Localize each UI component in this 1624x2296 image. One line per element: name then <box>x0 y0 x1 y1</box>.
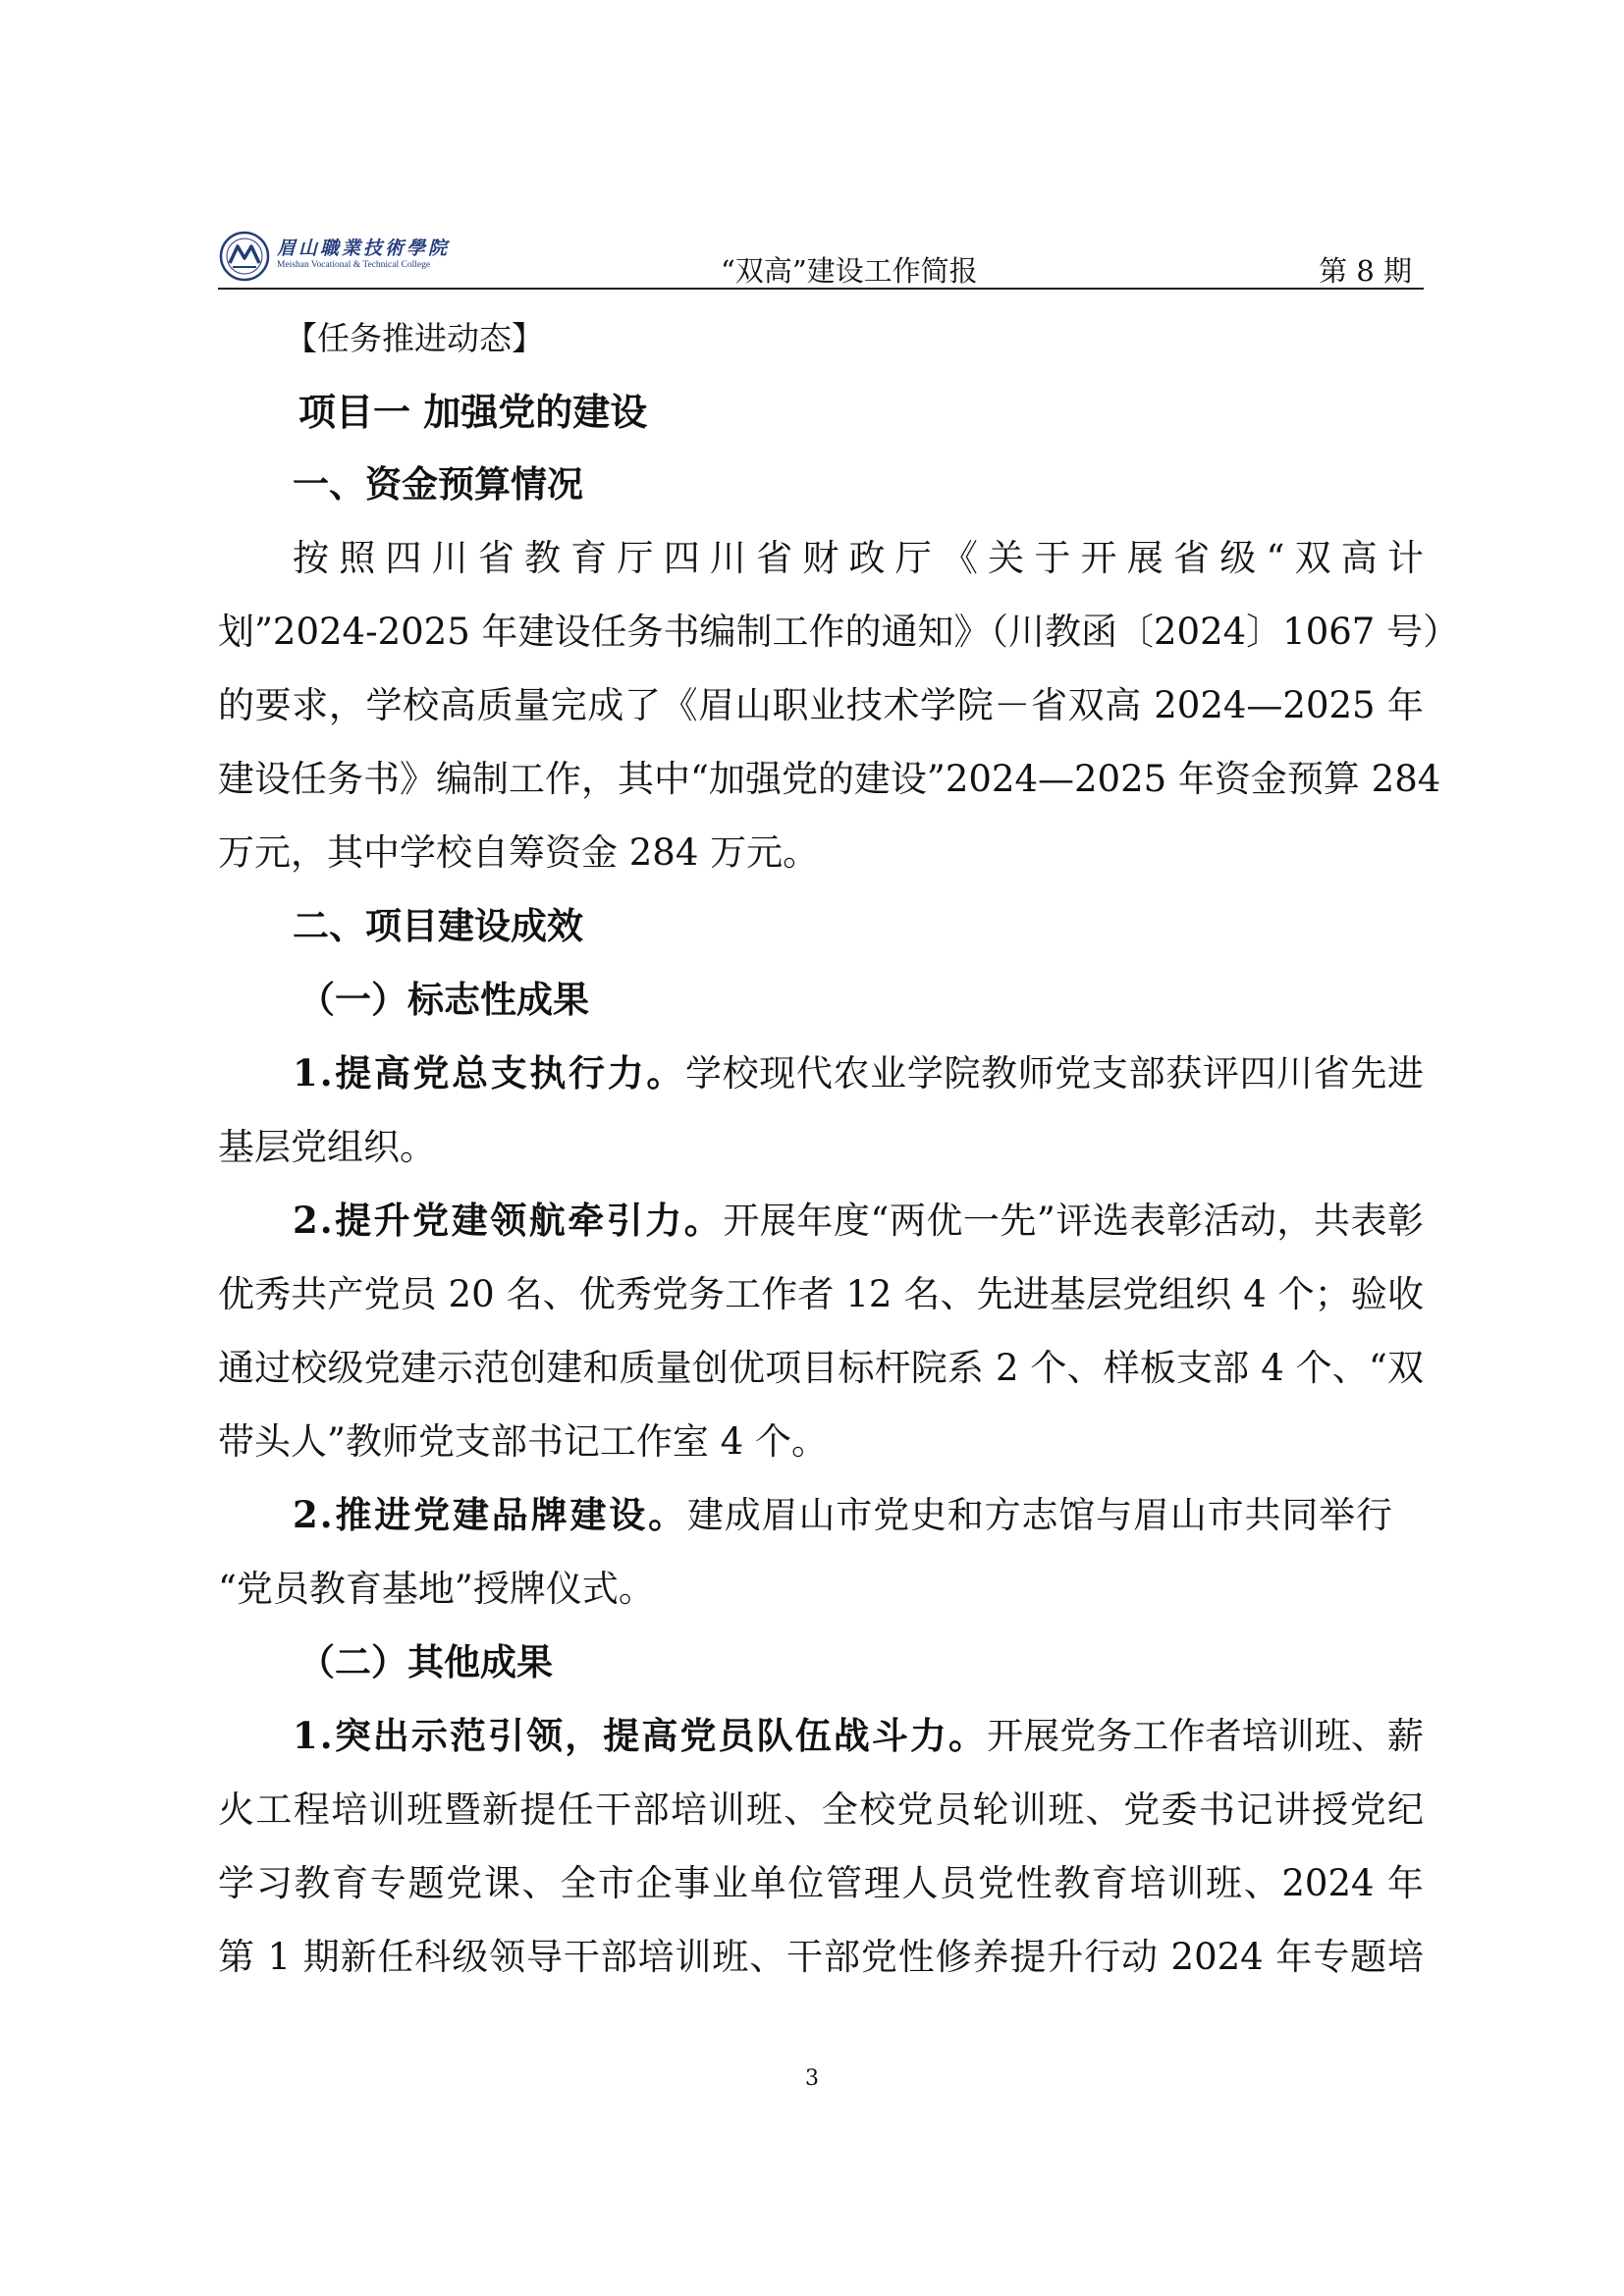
item-label: 2.推进党建品牌建设。 <box>293 1493 687 1536</box>
section-title-budget: 一、资金预算情况 <box>293 463 583 506</box>
bulletin-title: “双高”建设工作简报 <box>721 254 978 288</box>
paragraph-line: 学习教育专题党课、全市企事业单位管理人员党性教育培训班、2024 年 <box>218 1862 1424 1904</box>
paragraph-line <box>293 1199 1424 1242</box>
item-text: 建成眉山市党史和方志馆与眉山市共同举行 <box>686 1494 1392 1536</box>
item-label: 1.突出示范引领，提高党员队伍战斗力。 <box>293 1714 988 1757</box>
logo-english-name: Meishan Vocational & Technical College <box>277 260 431 270</box>
paragraph-line: 基层党组织。 <box>218 1126 436 1168</box>
header-divider <box>218 288 1424 290</box>
item-text: 开展年度“两优一先”评选表彰活动，共表彰 <box>723 1200 1424 1242</box>
college-emblem-icon <box>218 230 271 283</box>
paragraph-line: 划”2024-2025 年建设任务书编制工作的通知》（川教函〔2024〕1067 号） <box>218 611 1460 653</box>
paragraph-line: 万元，其中学校自筹资金 284 万元。 <box>218 831 820 874</box>
paragraph-line: 建设任务书》编制工作，其中“加强党的建设”2024—2025 年资金预算 284 <box>218 758 1441 800</box>
paragraph-line <box>293 1493 1392 1536</box>
item-text: 开展党务工作者培训班、薪 <box>987 1715 1425 1757</box>
item-label: 2.提升党建领航牵引力。 <box>293 1199 724 1242</box>
paragraph-line: 第 1 期新任科级领导干部培训班、干部党性修养提升行动 2024 年专题培 <box>218 1936 1424 1978</box>
college-logo <box>218 230 475 285</box>
paragraph-line: 火工程培训班暨新提任干部培训班、全校党员轮训班、党委书记讲授党纪 <box>218 1789 1424 1831</box>
paragraph-line: 优秀共产党员 20 名、优秀党务工作者 12 名、先进基层党组织 4 个；验收 <box>218 1273 1424 1315</box>
subsection-title-other: （二）其他成果 <box>298 1641 553 1683</box>
section-tag: 【任务推进动态】 <box>285 319 544 357</box>
issue-number: 第 8 期 <box>1319 254 1412 288</box>
subsection-title-landmark: （一）标志性成果 <box>298 979 589 1021</box>
paragraph-line: 按照四川省教育厅四川省财政厅《关于开展省级“双高计 <box>293 537 1424 579</box>
paragraph-line: 的要求，学校高质量完成了《眉山职业技术学院－省双高 2024—2025 年 <box>218 684 1424 726</box>
item-text: 学校现代农业学院教师党支部获评四川省先进 <box>684 1052 1424 1095</box>
paragraph-line <box>293 1051 1424 1095</box>
page-header <box>218 228 1424 291</box>
section-title-results: 二、项目建设成效 <box>293 905 583 947</box>
item-label: 1.提高党总支执行力。 <box>293 1051 685 1095</box>
paragraph-line: 通过校级党建示范创建和质量创优项目标杆院系 2 个、样板支部 4 个、“双 <box>218 1347 1424 1389</box>
paragraph-line: 带头人”教师党支部书记工作室 4 个。 <box>218 1420 828 1463</box>
paragraph-line: “党员教育基地”授牌仪式。 <box>218 1568 655 1610</box>
project-title: 项目一 加强党的建设 <box>298 391 648 434</box>
paragraph-line <box>293 1714 1425 1757</box>
page-number: 3 <box>805 2066 819 2091</box>
logo-chinese-name: 眉山職業技術學院 <box>277 238 451 259</box>
